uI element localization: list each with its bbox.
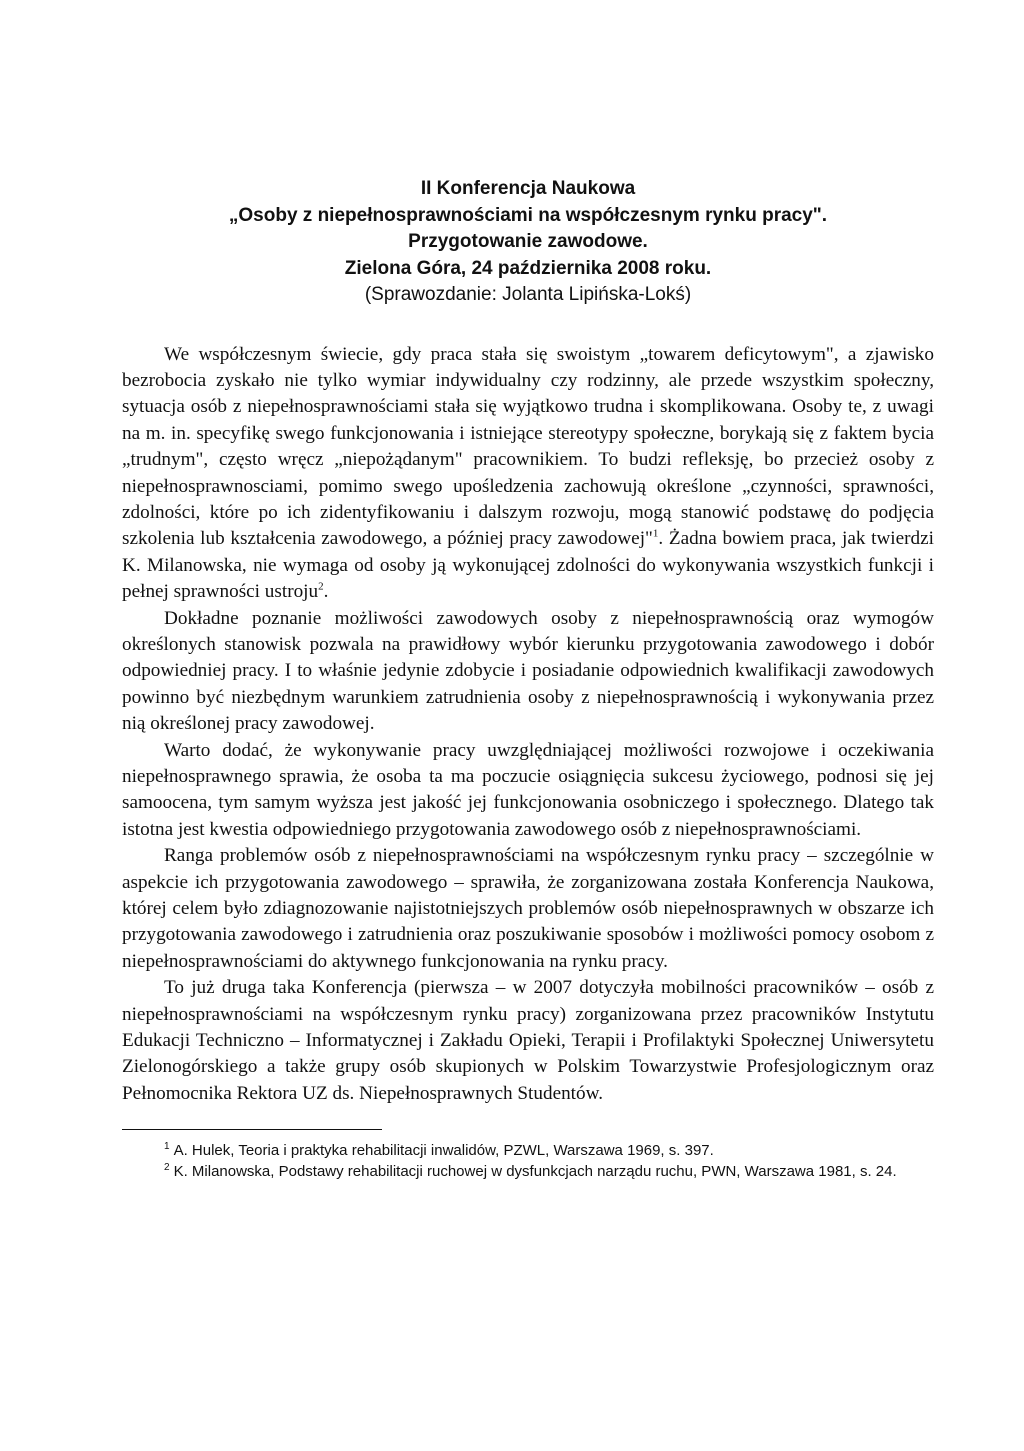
conference-subtitle: „Osoby z niepełnosprawnościami na współczesnym rynku pracy". [228, 204, 828, 226]
document-header [122, 176, 934, 309]
paragraph-3: Warto dodać, że wykonywanie pracy uwzględniającej możliwości rozwojowe i oczekiwania niepełnosprawnego sprawia, że osoba ta ma poczucie osiągnięcia sukcesu życiowego, podnosi się jej samoocena, tym samym wyższa jest jakość jej funkcjonowania osobniczego i społecznego. Dlatego tak istotna jest kwestia odpowiedniego przygotowania zawodowego osób z niepełnosprawnościami. [122, 739, 934, 840]
footnote-text-1: A. Hulek, Teoria i praktyka rehabilitacji inwalidów, PZWL, Warszawa 1969, s. 397. [173, 1142, 714, 1160]
footnote-text-2: K. Milanowska, Podstawy rehabilitacji ruchowej w dysfunkcjach narządu ruchu, PWN, Warszawa 1981, s. 24. [173, 1163, 897, 1181]
paragraph-1 [122, 342, 934, 606]
conference-theme: Przygotowanie zawodowe. [408, 231, 648, 252]
conference-date-place: Zielona Góra, 24 października 2008 roku. [344, 257, 712, 279]
conference-title: II Konferencja Naukowa [420, 178, 636, 199]
footnote-ref-1: 1 [652, 527, 659, 540]
footnote-2 [122, 1161, 934, 1182]
footnote-1 [122, 1140, 934, 1161]
paragraph-2: Dokładne poznanie możliwości zawodowych osoby z niepełnosprawnością oraz wymogów określonych stanowisk pozwala na prawidłowy wybór kierunku przygotowania zawodowego i dobór odpowiedniej pracy. I to właśnie jedynie zdobycie i posiadanie odpowiednich kwalifikacji zawodowych powinno być niezbędnym warunkiem zatrudnienia osoby z niepełnosprawnością i wykonywania przez nią określonej pracy zawodowej. [122, 607, 934, 735]
paragraph-1-text-c: . [323, 581, 329, 603]
footnote-mark-2: 2 [164, 1162, 170, 1174]
paragraph-4: Ranga problemów osób z niepełnosprawnościami na współczesnym rynku pracy – szczególnie w aspekcie ich przygotowania zawodowego – sprawiła, że zorganizowana została Konferencja Naukowa, której celem było zdiagnozowanie najistotniejszych problemów osób niepełnosprawnych w obszarze ich przygotowania zawodowego i zatrudnienia oraz poszukiwanie sposobów i możliwości pomocy osobom z niepełnosprawnościami do aktywnego funkcjonowania na rynku pracy. [122, 845, 934, 972]
report-author: (Sprawozdanie: Jolanta Lipińska-Lokś) [364, 284, 692, 305]
footnote-ref-2: 2 [318, 580, 324, 593]
footnotes [122, 1140, 934, 1182]
document-page [122, 176, 934, 1182]
paragraph-1-text-a: We współczesnym świecie, gdy praca stała się swoistym „towarem deficytowym", a zjawisko bezrobocia zyskało nie tylko wymiar indywidualny czy rodzinny, ale przede wszystkim społeczny, sytuacja osób z niepełnosprawnościami stała się wyjątkowo trudna i skomplikowana. Osoby te, z uwagi na m. in. specyfikę swego funkcjonowania i istniejące stereotypy społeczne, borykają się z faktem bycia „trudnym", często wręcz „niepożądanym" pracownikiem. To budzi refleksję, bo przecież osoby z niepełnosprawnosciami, pomimo swego upośledzenia zachowują określone „czynności, sprawności, zdolności, które po ich zidentyfikowaniu i dalszym rozwoju, mogą stanowić podstawę do podjęcia szkolenia lub kształcenia zawodowego, a później pracy zawodowej" [122, 343, 934, 550]
document-body [122, 342, 934, 1108]
paragraph-1-text-b: . Żadna bowiem praca, jak twierdzi K. Milanowska, nie wymaga od osoby ją wykonującej zdolności do wykonywania wszystkich funkcji i pełnej sprawności ustroju [122, 528, 934, 603]
paragraph-5: To już druga taka Konferencja (pierwsza – w 2007 dotyczyła mobilności pracowników – osób z niepełnosprawnościami na współczesnym rynku pracy) zorganizowana przez pracowników Instytutu Edukacji Techniczno – Informatycznej i Zakładu Opieki, Terapii i Profilaktyki Społecznej Uniwersytetu Zielonogórskiego a także grupy osób skupionych w Polskim Towarzystwie Profesjologicznym oraz Pełnomocnika Rektora UZ ds. Niepełnosprawnych Studentów. [122, 977, 934, 1104]
footnote-mark-1: 1 [164, 1141, 170, 1153]
footnote-separator [122, 1129, 382, 1130]
